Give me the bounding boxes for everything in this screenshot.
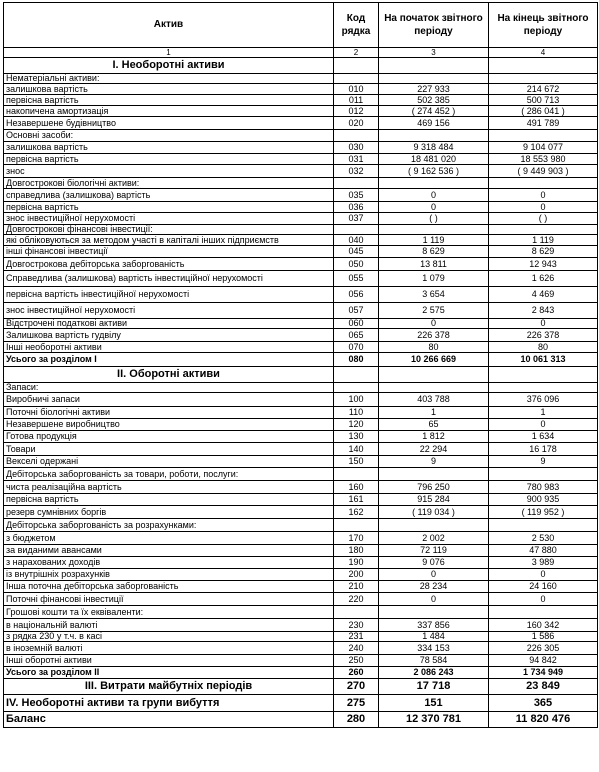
row-label: Довгострокові біологічні активи: [4, 178, 334, 189]
row-label: Інша поточна дебіторська заборгованість [4, 581, 334, 593]
table-row [4, 383, 598, 393]
value-start [379, 225, 489, 235]
table-row [4, 165, 598, 178]
table-row [4, 271, 598, 287]
row-label: залишкова вартість [4, 84, 334, 95]
table-row [4, 712, 598, 728]
value-start: 12 370 781 [379, 712, 489, 728]
table-row [4, 235, 598, 246]
row-code [334, 130, 379, 142]
table-row [4, 632, 598, 642]
row-label: первісна вартість [4, 95, 334, 106]
value-end: 214 672 [489, 84, 598, 95]
value-start: ( 274 452 ) [379, 106, 489, 117]
value-start: 226 378 [379, 329, 489, 342]
value-start: 334 153 [379, 642, 489, 655]
row-code: 011 [334, 95, 379, 106]
row-label: Дебіторська заборгованість за розрахунками: [4, 519, 334, 532]
value-end: 0 [489, 189, 598, 202]
row-label: Довгострокові фінансові інвестиції: [4, 225, 334, 235]
value-end: 1 119 [489, 235, 598, 246]
row-label: із внутрішніх розрахунків [4, 569, 334, 581]
value-end: 1 626 [489, 271, 598, 287]
row-label: Відстрочені податкові активи [4, 319, 334, 329]
value-end [489, 130, 598, 142]
row-code: 210 [334, 581, 379, 593]
row-code: 162 [334, 506, 379, 519]
row-code: 030 [334, 142, 379, 154]
column-number: 1 [4, 48, 334, 58]
row-code: 080 [334, 353, 379, 367]
value-start: 8 629 [379, 246, 489, 258]
empty-cell [489, 367, 598, 383]
row-code: 250 [334, 655, 379, 667]
row-label: Запаси: [4, 383, 334, 393]
row-code: 200 [334, 569, 379, 581]
table-row [4, 419, 598, 431]
value-end: 23 849 [489, 679, 598, 695]
value-start: 1 079 [379, 271, 489, 287]
value-end: ( 286 041 ) [489, 106, 598, 117]
value-start: 915 284 [379, 494, 489, 506]
row-code: 070 [334, 342, 379, 353]
row-code: 160 [334, 481, 379, 494]
row-label: Інші необоротні активи [4, 342, 334, 353]
section-header-row [4, 367, 598, 383]
row-label: які обліковуються за методом участі в капіталі інших підприємств [4, 235, 334, 246]
value-start [379, 383, 489, 393]
table-row [4, 569, 598, 581]
row-label: залишкова вартість [4, 142, 334, 154]
table-row [4, 202, 598, 213]
value-end: 1 586 [489, 632, 598, 642]
value-end: 226 378 [489, 329, 598, 342]
table-row [4, 456, 598, 468]
value-start: 2 575 [379, 303, 489, 319]
value-start: 78 584 [379, 655, 489, 667]
value-end [489, 468, 598, 481]
value-start: 502 385 [379, 95, 489, 106]
value-end: 1 734 949 [489, 667, 598, 679]
row-code: 020 [334, 117, 379, 130]
row-code [334, 519, 379, 532]
header-row-code: Код рядка [334, 3, 379, 48]
row-code: 050 [334, 258, 379, 271]
row-code: 170 [334, 532, 379, 545]
value-end: 0 [489, 569, 598, 581]
row-label: Дебіторська заборгованість за товари, роботи, послуги: [4, 468, 334, 481]
column-number: 2 [334, 48, 379, 58]
empty-cell [334, 58, 379, 74]
value-start: ( ) [379, 213, 489, 225]
value-start: 0 [379, 189, 489, 202]
row-label: III. Витрати майбутніх періодів [4, 679, 334, 695]
row-label: IV. Необоротні активи та групи вибуття [4, 695, 334, 712]
value-end: 16 178 [489, 443, 598, 456]
row-code [334, 606, 379, 619]
value-start: 28 234 [379, 581, 489, 593]
row-code: 150 [334, 456, 379, 468]
value-start: ( 119 034 ) [379, 506, 489, 519]
row-code: 231 [334, 632, 379, 642]
section-header-row [4, 58, 598, 74]
row-label: Баланс [4, 712, 334, 728]
table-row [4, 74, 598, 84]
value-end: 47 880 [489, 545, 598, 557]
row-label: Векселі одержані [4, 456, 334, 468]
value-end: 160 342 [489, 619, 598, 632]
row-label: Поточні фінансові інвестиції [4, 593, 334, 606]
row-code: 037 [334, 213, 379, 225]
value-end: 4 469 [489, 287, 598, 303]
row-code: 220 [334, 593, 379, 606]
table-row [4, 655, 598, 667]
value-end: 900 935 [489, 494, 598, 506]
value-start: 151 [379, 695, 489, 712]
row-label: знос інвестиційної нерухомості [4, 303, 334, 319]
table-row [4, 84, 598, 95]
value-end: 780 983 [489, 481, 598, 494]
row-label: чиста реалізаційна вартість [4, 481, 334, 494]
value-end: 8 629 [489, 246, 598, 258]
balance-table [3, 2, 598, 728]
value-end: 10 061 313 [489, 353, 598, 367]
row-label: інші фінансові інвестиції [4, 246, 334, 258]
value-end: 9 [489, 456, 598, 468]
table-body [4, 58, 598, 728]
row-label: в національній валюті [4, 619, 334, 632]
table-row [4, 619, 598, 632]
row-code [334, 178, 379, 189]
table-row [4, 329, 598, 342]
row-code: 110 [334, 407, 379, 419]
row-label: за виданими авансами [4, 545, 334, 557]
row-label: знос інвестиційної нерухомості [4, 213, 334, 225]
table-row [4, 258, 598, 271]
row-label: Поточні біологічні активи [4, 407, 334, 419]
row-label: Незавершене виробництво [4, 419, 334, 431]
value-end: 365 [489, 695, 598, 712]
table-row [4, 557, 598, 569]
row-label: знос [4, 165, 334, 178]
value-start: 65 [379, 419, 489, 431]
value-start [379, 519, 489, 532]
value-start: 337 856 [379, 619, 489, 632]
table-row [4, 667, 598, 679]
table-row [4, 642, 598, 655]
row-label: з рядка 230 у т.ч. в касі [4, 632, 334, 642]
row-code [334, 383, 379, 393]
value-end: 94 842 [489, 655, 598, 667]
value-start: 10 266 669 [379, 353, 489, 367]
table-row [4, 581, 598, 593]
row-label: з нарахованих доходів [4, 557, 334, 569]
value-end: 1 634 [489, 431, 598, 443]
value-end: 2 843 [489, 303, 598, 319]
row-code: 056 [334, 287, 379, 303]
row-code [334, 468, 379, 481]
value-start: 1 [379, 407, 489, 419]
row-label: первісна вартість інвестиційної нерухомості [4, 287, 334, 303]
value-end: ( 119 952 ) [489, 506, 598, 519]
value-end: 226 305 [489, 642, 598, 655]
row-label: Готова продукція [4, 431, 334, 443]
row-code: 055 [334, 271, 379, 287]
row-code: 275 [334, 695, 379, 712]
value-end: 376 096 [489, 393, 598, 407]
table-row [4, 481, 598, 494]
value-start: 13 811 [379, 258, 489, 271]
row-code: 230 [334, 619, 379, 632]
table-row [4, 606, 598, 619]
row-code: 012 [334, 106, 379, 117]
value-end: 3 989 [489, 557, 598, 569]
row-code: 010 [334, 84, 379, 95]
row-code: 065 [334, 329, 379, 342]
row-label: з бюджетом [4, 532, 334, 545]
value-end: 2 530 [489, 532, 598, 545]
row-code: 260 [334, 667, 379, 679]
row-label: Довгострокова дебіторська заборгованість [4, 258, 334, 271]
table-row [4, 246, 598, 258]
row-label: Усього за розділом II [4, 667, 334, 679]
value-end: ( ) [489, 213, 598, 225]
value-start: 72 119 [379, 545, 489, 557]
table-row [4, 287, 598, 303]
row-label: первісна вартість [4, 154, 334, 165]
row-code: 040 [334, 235, 379, 246]
table-row [4, 319, 598, 329]
value-end: 0 [489, 202, 598, 213]
row-label: Грошові кошти та їх еквіваленти: [4, 606, 334, 619]
value-start: 17 718 [379, 679, 489, 695]
table-row [4, 130, 598, 142]
value-end: 0 [489, 419, 598, 431]
value-start: 80 [379, 342, 489, 353]
value-start: 2 086 243 [379, 667, 489, 679]
value-end [489, 74, 598, 84]
value-end: 24 160 [489, 581, 598, 593]
value-end [489, 178, 598, 189]
row-code [334, 225, 379, 235]
column-number: 4 [489, 48, 598, 58]
value-start: 2 002 [379, 532, 489, 545]
row-code: 280 [334, 712, 379, 728]
row-label: справедлива (залишкова) вартість [4, 189, 334, 202]
value-start [379, 606, 489, 619]
empty-cell [379, 367, 489, 383]
value-end [489, 519, 598, 532]
value-start: 0 [379, 593, 489, 606]
table-row [4, 443, 598, 456]
row-label: Основні засоби: [4, 130, 334, 142]
table-header-row [4, 3, 598, 48]
value-start: 227 933 [379, 84, 489, 95]
value-start: 3 654 [379, 287, 489, 303]
column-number-row [4, 48, 598, 58]
row-code: 180 [334, 545, 379, 557]
table-row [4, 142, 598, 154]
row-code: 035 [334, 189, 379, 202]
value-end: 11 820 476 [489, 712, 598, 728]
value-start [379, 468, 489, 481]
value-end: 491 789 [489, 117, 598, 130]
table-row [4, 431, 598, 443]
table-row [4, 494, 598, 506]
value-end: 500 713 [489, 95, 598, 106]
header-period-start: На початок звітного періоду [379, 3, 489, 48]
row-label: Залишкова вартість гудвілу [4, 329, 334, 342]
value-end: 80 [489, 342, 598, 353]
row-label: Незавершене будівництво [4, 117, 334, 130]
value-start [379, 74, 489, 84]
table-row [4, 545, 598, 557]
row-label: первісна вартість [4, 494, 334, 506]
row-code: 031 [334, 154, 379, 165]
row-code: 120 [334, 419, 379, 431]
value-start: 0 [379, 319, 489, 329]
value-start: 403 788 [379, 393, 489, 407]
row-code: 240 [334, 642, 379, 655]
value-end [489, 606, 598, 619]
row-code: 161 [334, 494, 379, 506]
value-end: 12 943 [489, 258, 598, 271]
row-label: Справедлива (залишкова) вартість інвестиційної нерухомості [4, 271, 334, 287]
table-row [4, 695, 598, 712]
value-start: 1 812 [379, 431, 489, 443]
table-row [4, 407, 598, 419]
value-start: ( 9 162 536 ) [379, 165, 489, 178]
value-start: 1 484 [379, 632, 489, 642]
row-label: Інші оборотні активи [4, 655, 334, 667]
row-code: 057 [334, 303, 379, 319]
row-code: 100 [334, 393, 379, 407]
row-code: 270 [334, 679, 379, 695]
table-row [4, 468, 598, 481]
row-code: 045 [334, 246, 379, 258]
row-code: 130 [334, 431, 379, 443]
value-start: 18 481 020 [379, 154, 489, 165]
row-label: в іноземній валюті [4, 642, 334, 655]
balance-sheet [3, 2, 597, 728]
row-label: первісна вартість [4, 202, 334, 213]
row-code: 140 [334, 443, 379, 456]
value-end: 18 553 980 [489, 154, 598, 165]
empty-cell [334, 367, 379, 383]
header-period-end: На кінець звітного періоду [489, 3, 598, 48]
table-row [4, 679, 598, 695]
table-row [4, 95, 598, 106]
row-code: 032 [334, 165, 379, 178]
value-start: 469 156 [379, 117, 489, 130]
table-row [4, 519, 598, 532]
value-start [379, 178, 489, 189]
value-end: 0 [489, 593, 598, 606]
table-row [4, 303, 598, 319]
value-end: 0 [489, 319, 598, 329]
table-row [4, 117, 598, 130]
row-code [334, 74, 379, 84]
value-start [379, 130, 489, 142]
row-label: резерв сумнівних боргів [4, 506, 334, 519]
table-row [4, 213, 598, 225]
table-row [4, 593, 598, 606]
empty-cell [379, 58, 489, 74]
value-start: 0 [379, 202, 489, 213]
table-row [4, 393, 598, 407]
row-code: 190 [334, 557, 379, 569]
value-start: 9 076 [379, 557, 489, 569]
table-row [4, 342, 598, 353]
value-end [489, 225, 598, 235]
row-label: Усього за розділом I [4, 353, 334, 367]
table-row [4, 225, 598, 235]
table-row [4, 189, 598, 202]
table-row [4, 154, 598, 165]
row-label: Нематеріальні активи: [4, 74, 334, 84]
value-start: 796 250 [379, 481, 489, 494]
header-asset: Актив [4, 3, 334, 48]
table-row [4, 506, 598, 519]
table-row [4, 106, 598, 117]
value-start: 9 318 484 [379, 142, 489, 154]
row-code: 060 [334, 319, 379, 329]
value-end: 9 104 077 [489, 142, 598, 154]
row-label: Товари [4, 443, 334, 456]
empty-cell [489, 58, 598, 74]
row-label: накопичена амортизація [4, 106, 334, 117]
value-end: ( 9 449 903 ) [489, 165, 598, 178]
value-end: 1 [489, 407, 598, 419]
value-start: 1 119 [379, 235, 489, 246]
section-title: I. Необоротні активи [4, 58, 334, 74]
row-label: Виробничі запаси [4, 393, 334, 407]
value-start: 9 [379, 456, 489, 468]
table-row [4, 532, 598, 545]
value-start: 22 294 [379, 443, 489, 456]
value-start: 0 [379, 569, 489, 581]
table-row [4, 178, 598, 189]
table-row [4, 353, 598, 367]
row-code: 036 [334, 202, 379, 213]
column-number: 3 [379, 48, 489, 58]
section-title: II. Оборотні активи [4, 367, 334, 383]
value-end [489, 383, 598, 393]
